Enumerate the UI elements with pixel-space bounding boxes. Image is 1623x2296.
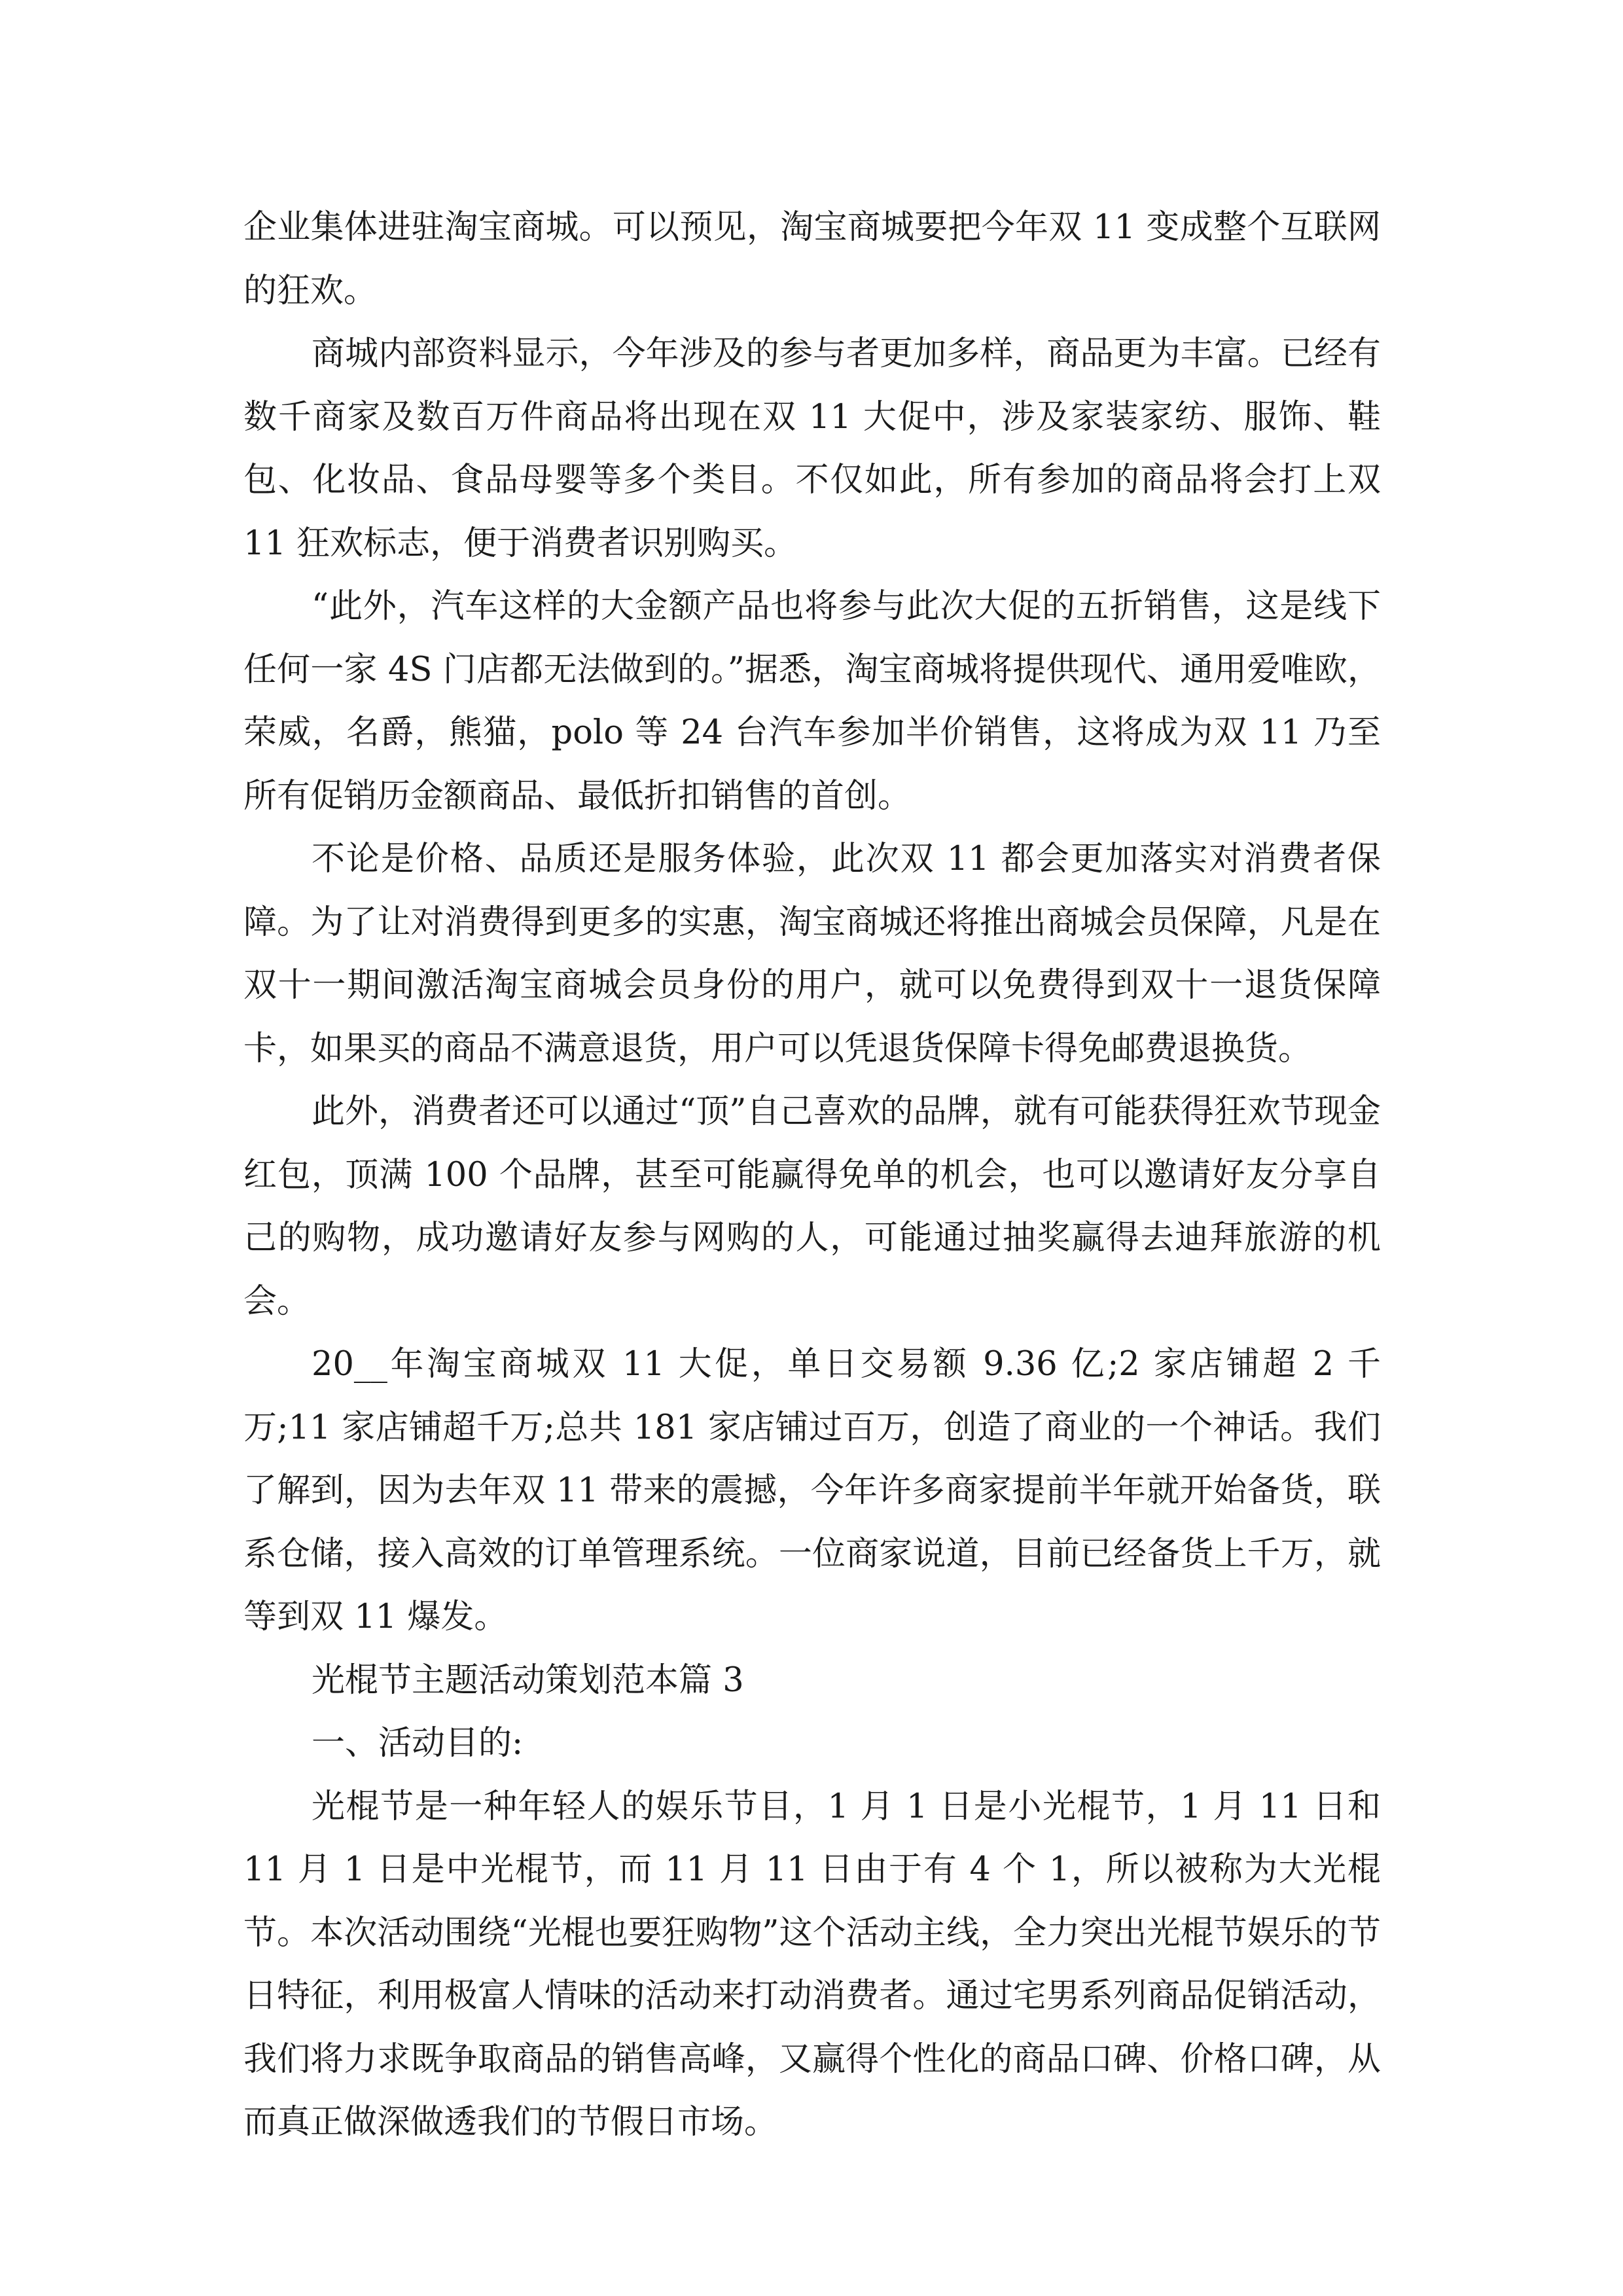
document-body <box>243 196 1381 2155</box>
paragraph-continuation: 企业集体进驻淘宝商城。可以预见，淘宝商城要把今年双 11 变成整个互联网的狂欢。 <box>243 208 1381 310</box>
paragraph-sales-record: 20__年淘宝商城双 11 大促，单日交易额 9.36 亿;2 家店铺超 2 千万;11 家店铺超千万;总共 181 家店铺过百万，创造了商业的一个神话。我们了解到，因为去年双 11 带来的震撼，今年许多商家提前半年就开始备货，联系仓储，接入高效的订单管理系统。一位商家说道，目前已经备货上千万，就等到双 11 爆发。 <box>243 1345 1382 1636</box>
subheading-activity-purpose: 一、活动目的: <box>312 1724 524 1763</box>
paragraph-activity-purpose: 光棍节是一种年轻人的娱乐节目，1 月 1 日是小光棍节，1 月 11 日和 11 月 1 日是中光棍节，而 11 月 11 日由于有 4 个 1，所以被称为大光棍节。本次活动围绕“光棍也要狂购物”这个活动主线，全力突出光棍节娱乐的节日特征，利用极富人情味的活动来打动消费者。通过宅男系列商品促销活动，我们将力求既争取商品的销售高峰，又赢得个性化的商品口碑、价格口碑，从而真正做深做透我们的节假日市场。 <box>243 1787 1381 2142</box>
paragraph-car-sale: “此外，汽车这样的大金额产品也将参与此次大促的五折销售，这是线下任何一家 4S 门店都无法做到的。”据悉，淘宝商城将提供现代、通用爱唯欧，荣威，名爵，熊猫，polo 等 24 台汽车参加半价销售，这将成为双 11 乃至所有促销历金额商品、最低折扣销售的首创。 <box>243 587 1381 816</box>
paragraph-participants: 商城内部资料显示，今年涉及的参与者更加多样，商品更为丰富。已经有数千商家及数百万件商品将出现在双 11 大促中，涉及家装家纺、服饰、鞋包、化妆品、食品母婴等多个类目。不仅如此，所有参加的商品将会打上双 11 狂欢标志，便于消费者识别购买。 <box>243 334 1381 563</box>
paragraph-consumer-protection: 不论是价格、品质还是服务体验，此次双 11 都会更加落实对消费者保障。为了让对消费得到更多的实惠，淘宝商城还将推出商城会员保障，凡是在双十一期间激活淘宝商城会员身份的用户，就可以免费得到双十一退货保障卡，如果买的商品不满意退货，用户可以凭退货保障卡得免邮费退换货。 <box>243 840 1381 1068</box>
paragraph-brand-vote: 此外，消费者还可以通过“顶”自己喜欢的品牌，就有可能获得狂欢节现金红包，顶满 100 个品牌，甚至可能赢得免单的机会，也可以邀请好友分享自己的购物，成功邀请好友参与网购的人，可能通过抽奖赢得去迪拜旅游的机会。 <box>243 1092 1381 1321</box>
section-heading-plan-3: 光棍节主题活动策划范本篇 3 <box>312 1660 744 1700</box>
